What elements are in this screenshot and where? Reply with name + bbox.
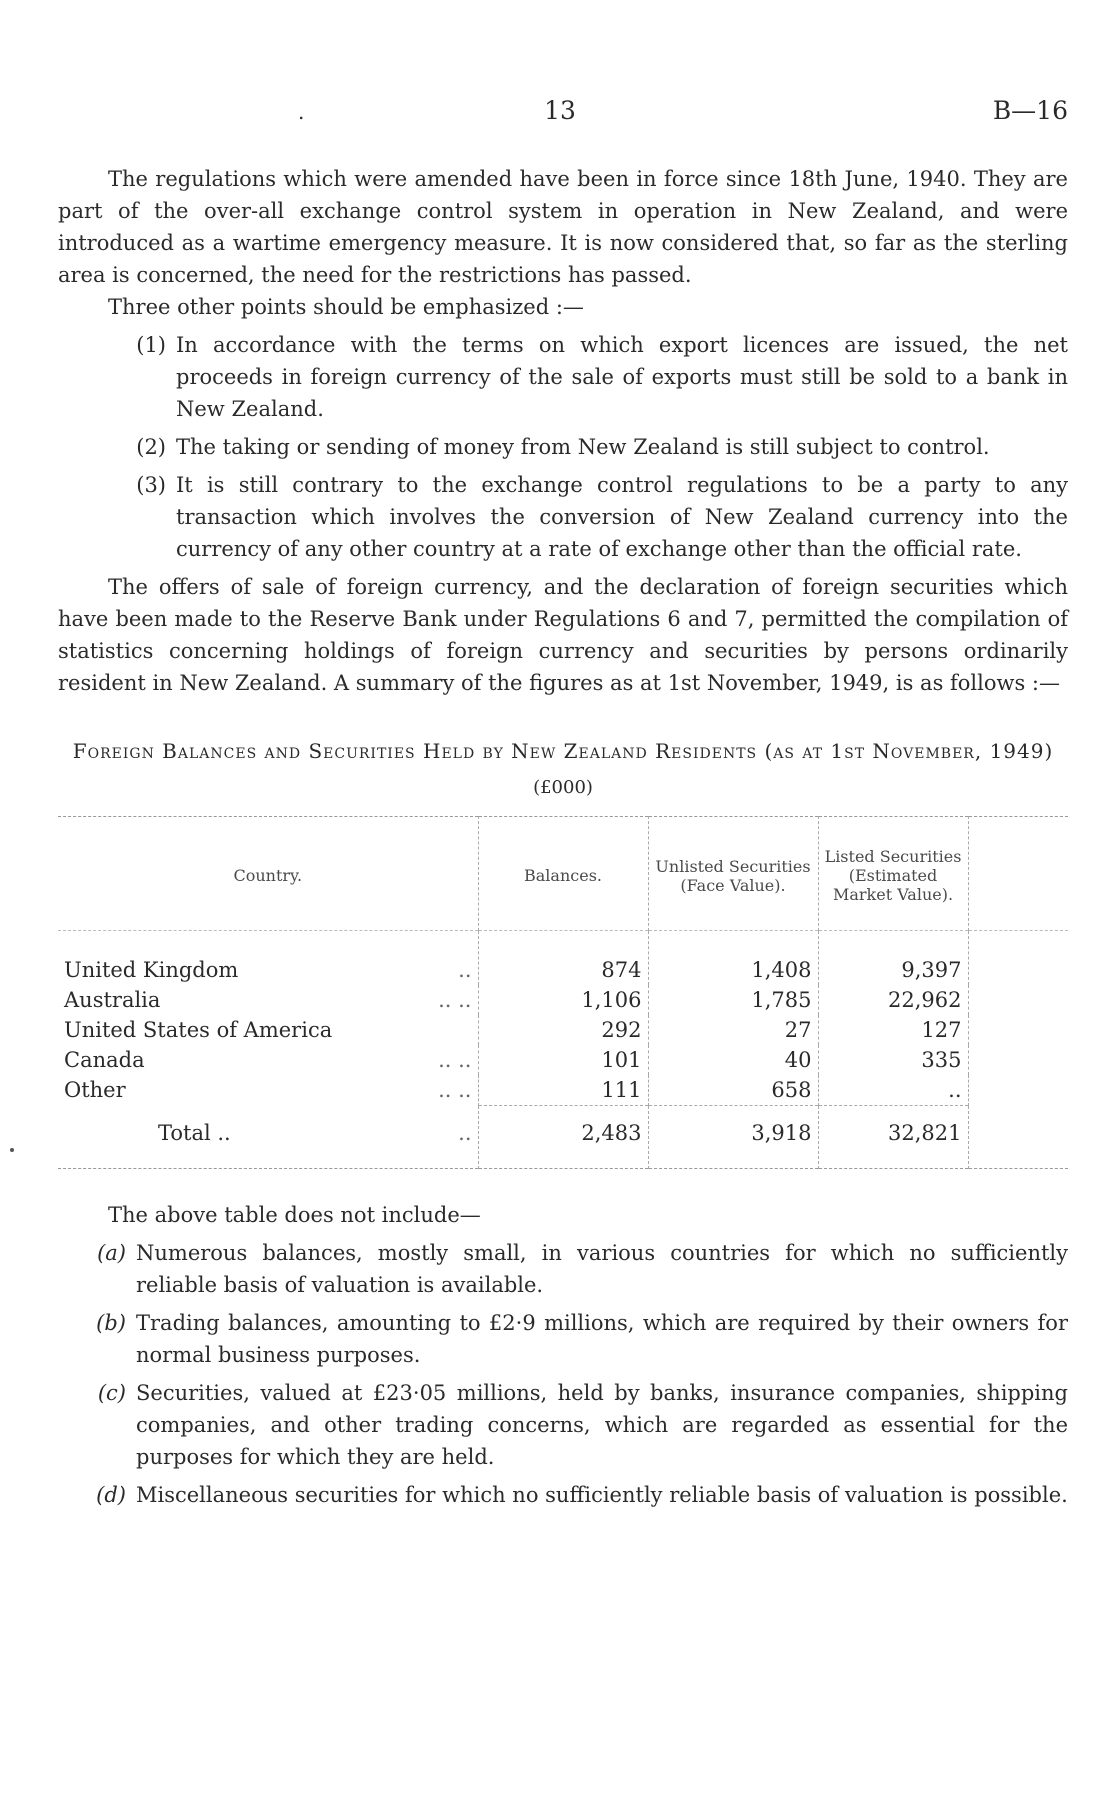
list-item (58, 469, 1068, 565)
country-cell (58, 985, 478, 1015)
country-name: United States of America (64, 1018, 333, 1042)
listed-cell: 127 (818, 1015, 968, 1045)
leader-dots: .. .. (438, 1048, 472, 1072)
blank-cell (968, 931, 1068, 986)
total-balances-cell: 2,483 (478, 1106, 648, 1169)
blank-cell (968, 1075, 1068, 1106)
blank-cell (968, 1045, 1068, 1075)
leader-dots: .. (458, 1120, 472, 1145)
unlisted-cell: 1,785 (648, 985, 818, 1015)
document-reference: B—16 (992, 96, 1068, 125)
blank-cell (968, 985, 1068, 1015)
balances-cell: 874 (478, 931, 648, 986)
list-item-label: (c) (97, 1381, 126, 1405)
list-item-label: (2) (136, 435, 166, 459)
list-item-label: (a) (97, 1241, 126, 1265)
listed-cell: 22,962 (818, 985, 968, 1015)
table-row (58, 1075, 1068, 1106)
country-cell (58, 1045, 478, 1075)
balances-cell: 1,106 (478, 985, 648, 1015)
column-header-country: Country. (233, 866, 303, 885)
table-row (58, 1045, 1068, 1075)
paragraph-points-intro: Three other points should be emphasized :— (108, 295, 584, 319)
list-item-label: (3) (136, 473, 166, 497)
country-name: Canada (64, 1048, 145, 1072)
list-item-text: Numerous balances, mostly small, in various countries for which no sufficiently reliable basis of valuation is available. (136, 1241, 1068, 1297)
leader-dots: .. .. (438, 1078, 472, 1103)
blank-cell (968, 1015, 1068, 1045)
table-title: Foreign Balances and Securities Held by New Zealand Residents (as at 1st November, 1949) (72, 739, 1054, 763)
page-number: 13 (544, 96, 576, 125)
page-body (58, 163, 1068, 1517)
points-list (58, 329, 1068, 565)
total-label: Total .. (158, 1120, 231, 1145)
balances-cell: 101 (478, 1045, 648, 1075)
table-header-row (58, 817, 1068, 931)
total-label-cell (58, 1106, 478, 1169)
list-item-label: (b) (96, 1311, 126, 1335)
list-item (58, 1237, 1068, 1301)
country-name: Australia (64, 988, 161, 1012)
list-item (58, 1307, 1068, 1371)
balances-table (58, 816, 1068, 1169)
leader-dots: .. .. (438, 988, 472, 1012)
list-item-text: Securities, valued at £23·05 millions, held by banks, insurance companies, shipping companies, and other trading concerns, which are regarded as essential for the purposes for which they are held. (136, 1381, 1068, 1469)
table-row (58, 985, 1068, 1015)
unlisted-cell: 27 (648, 1015, 818, 1045)
balances-cell: 111 (478, 1075, 648, 1106)
table-row (58, 931, 1068, 986)
table-unit: (£000) (533, 777, 593, 798)
margin-mark (10, 1148, 14, 1152)
list-item-label: (d) (96, 1483, 126, 1507)
paragraph-regulations: The regulations which were amended have been in force since 18th June, 1940. They are part of the over-all exchange control system in operation in New Zealand, and were introduced as a wartime emergency measure. It is now considered that, so far as the sterling area is concerned, the need for the restrictions has passed. (58, 167, 1068, 287)
country-name: Other (64, 1078, 126, 1103)
country-name: United Kingdom (64, 958, 239, 982)
total-unlisted-cell: 3,918 (648, 1106, 818, 1169)
paragraph-summary-intro: The offers of sale of foreign currency, and the declaration of foreign securities which have been made to the Reserve Bank under Regulations 6 and 7, permitted the compilation of statistics concerning holdings of foreign currency and securities by persons ordinarily resident in New Zealand. A summary of the figures as at 1st November, 1949, is as follows :— (58, 575, 1068, 695)
list-item-text: The taking or sending of money from New Zealand is still subject to control. (176, 435, 990, 459)
country-cell (58, 1015, 478, 1045)
listed-cell: .. (818, 1075, 968, 1106)
blank-cell (968, 1106, 1068, 1169)
list-item-text: In accordance with the terms on which export licences are issued, the net proceeds in foreign currency of the sale of exports must still be sold to a bank in New Zealand. (176, 333, 1068, 421)
unlisted-cell: 1,408 (648, 931, 818, 986)
unlisted-cell: 40 (648, 1045, 818, 1075)
exclusions-intro: The above table does not include— (108, 1203, 481, 1227)
unlisted-cell: 658 (648, 1075, 818, 1106)
column-header-balances: Balances. (478, 817, 648, 931)
column-header-listed: Listed Securities (Estimated Market Value). (818, 817, 968, 931)
list-item-label: (1) (136, 333, 166, 357)
balances-cell: 292 (478, 1015, 648, 1045)
list-item (58, 329, 1068, 425)
list-item-text: It is still contrary to the exchange control regulations to be a party to any transaction which involves the conversion of New Zealand currency into the currency of any other country at a rate of exchange other than the official rate. (176, 473, 1068, 561)
list-item (58, 1479, 1068, 1511)
list-item-text: Trading balances, amounting to £2·9 millions, which are required by their owners for normal business purposes. (136, 1311, 1068, 1367)
list-item (58, 431, 1068, 463)
exclusions-list (58, 1237, 1068, 1511)
column-header-unlisted: Unlisted Securities (Face Value). (648, 817, 818, 931)
list-item-text: Miscellaneous securities for which no sufficiently reliable basis of valuation is possible. (136, 1483, 1068, 1507)
table-row (58, 1015, 1068, 1045)
country-cell (58, 1075, 478, 1106)
stray-mark: . (298, 100, 305, 124)
list-item (58, 1377, 1068, 1473)
country-cell (58, 931, 478, 986)
total-listed-cell: 32,821 (818, 1106, 968, 1169)
listed-cell: 335 (818, 1045, 968, 1075)
leader-dots: .. (458, 958, 472, 982)
listed-cell: 9,397 (818, 931, 968, 986)
total-row (58, 1106, 1068, 1169)
column-header-blank (968, 817, 1068, 931)
